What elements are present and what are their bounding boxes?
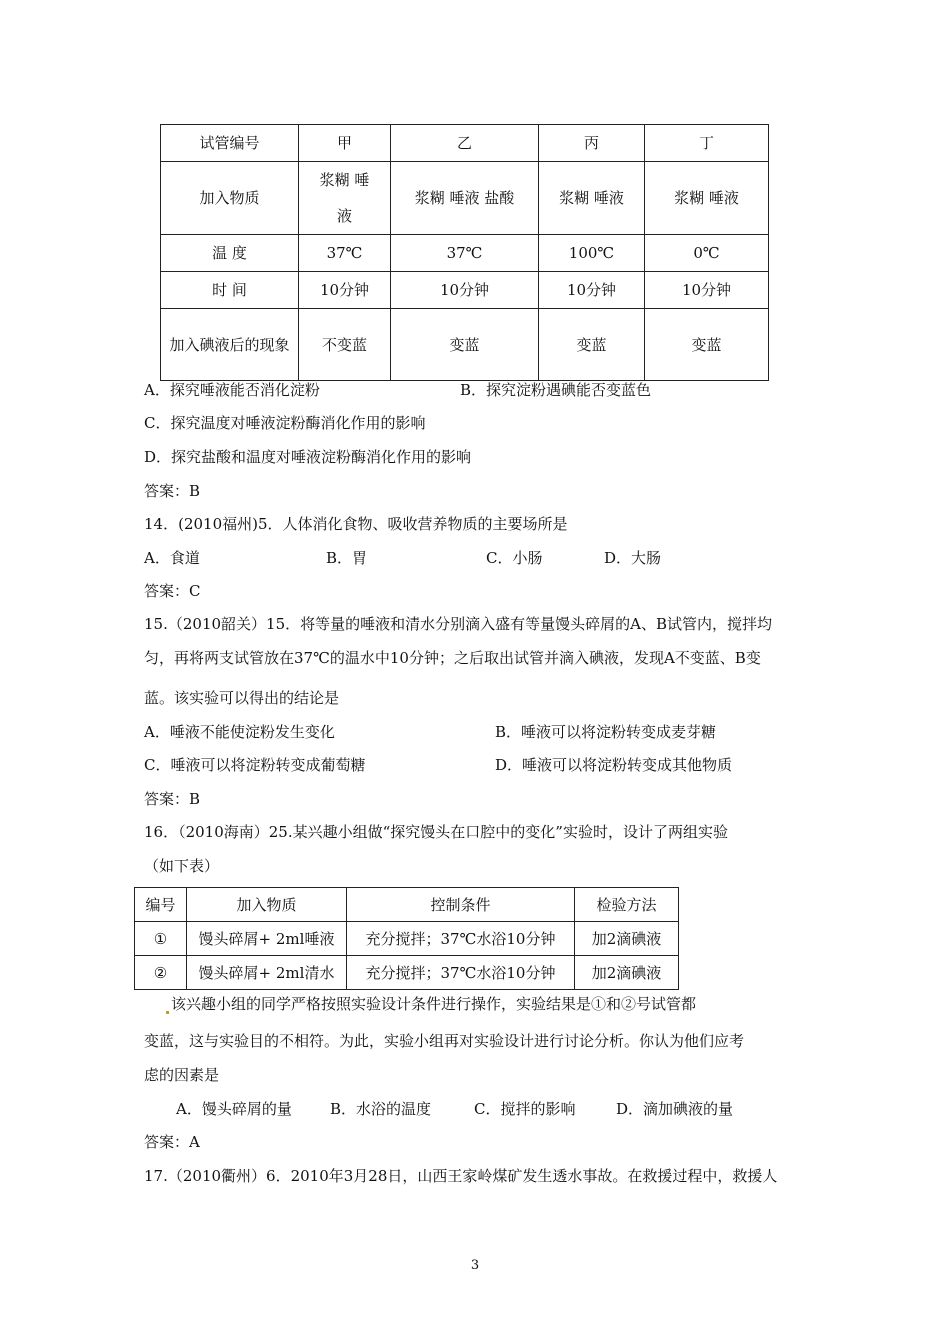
q16-body-line-1-wrap: [166, 993, 696, 1014]
table-cell: 变蓝: [391, 309, 539, 381]
table-cell: 充分搅拌；37℃水浴10分钟: [347, 922, 575, 956]
table-header-row: [135, 888, 679, 922]
table-cell: 不变蓝: [299, 309, 391, 381]
q16-option-c: C．搅拌的影响: [474, 1100, 576, 1118]
table-row: [161, 162, 769, 235]
q16-option-a: A．馒头碎屑的量: [176, 1100, 292, 1118]
table-header-cell: 乙: [391, 125, 539, 162]
q13-option-a: A．探究唾液能否消化淀粉: [144, 381, 320, 399]
q16-body-line-3: 虑的因素是: [144, 1066, 220, 1084]
table-cell: 浆糊 唾液: [539, 162, 645, 235]
table-cell: 10分钟: [539, 272, 645, 309]
table-header-cell: 编号: [135, 888, 187, 922]
table-row: [161, 272, 769, 309]
table-cell: ②: [135, 956, 187, 990]
table-cell: 馒头碎屑+ 2ml清水: [187, 956, 347, 990]
table-cell: 0℃: [645, 235, 769, 272]
q13-option-c: C．探究温度对唾液淀粉酶消化作用的影响: [144, 414, 426, 432]
table-header-cell: 检验方法: [575, 888, 679, 922]
q15-stem-line-1: 15.（2010韶关）15．将等量的唾液和清水分别滴入盛有等量馒头碎屑的A、B试管内，搅拌均: [144, 615, 772, 633]
table-cell: 10分钟: [645, 272, 769, 309]
table-row: [161, 235, 769, 272]
table-cell: 浆糊 唾液: [645, 162, 769, 235]
table-cell: 100℃: [539, 235, 645, 272]
table-cell: 馒头碎屑+ 2ml唾液: [187, 922, 347, 956]
row-label: 加入物质: [161, 162, 299, 235]
table-cell: 37℃: [299, 235, 391, 272]
experiment-table-2: [134, 887, 679, 990]
q14-option-d: D．大肠: [604, 549, 662, 567]
table-header-cell: 控制条件: [347, 888, 575, 922]
table-cell: 充分搅拌；37℃水浴10分钟: [347, 956, 575, 990]
row-label: 温 度: [161, 235, 299, 272]
q14-stem: 14．(2010福州)5．人体消化食物、吸收营养物质的主要场所是: [144, 515, 568, 533]
q14-option-c: C．小肠: [486, 549, 543, 567]
table-cell: 加2滴碘液: [575, 956, 679, 990]
table-cell: 加2滴碘液: [575, 922, 679, 956]
q17-stem-line-1: 17.（2010衢州）6．2010年3月28日，山西王家岭煤矿发生透水事故。在救援过程中，救援人: [144, 1167, 778, 1185]
table-cell: 变蓝: [645, 309, 769, 381]
table-header-cell: 甲: [299, 125, 391, 162]
table-cell: ①: [135, 922, 187, 956]
q15-option-a: A．唾液不能使淀粉发生变化: [144, 723, 335, 741]
table-cell: 浆糊 唾液 盐酸: [391, 162, 539, 235]
q13-option-d: D．探究盐酸和温度对唾液淀粉酶消化作用的影响: [144, 448, 472, 466]
table-cell: 10分钟: [391, 272, 539, 309]
q16-body-line-2: 变蓝，这与实验目的不相符。为此，实验小组再对实验设计进行讨论分析。你认为他们应考: [144, 1032, 745, 1050]
q16-option-d: D．滴加碘液的量: [616, 1100, 734, 1118]
table-row: [135, 922, 679, 956]
q14-option-b: B．胃: [326, 549, 368, 567]
q15-stem-line-2: 匀，再将两支试管放在37℃的温水中10分钟；之后取出试管并滴入碘液，发现A不变蓝、B变: [144, 649, 761, 667]
table-cell: 37℃: [391, 235, 539, 272]
q16-option-b: B．水浴的温度: [330, 1100, 432, 1118]
table-header-cell: 丁: [645, 125, 769, 162]
q14-answer: 答案：C: [144, 582, 201, 600]
table-header-cell: 丙: [539, 125, 645, 162]
q15-option-d: D．唾液可以将淀粉转变成其他物质: [495, 756, 733, 774]
q16-answer: 答案：A: [144, 1133, 200, 1151]
table-cell: 10分钟: [299, 272, 391, 309]
q16-body-line-1: 该兴趣小组的同学严格按照实验设计条件进行操作，实验结果是①和②号试管都: [171, 995, 697, 1013]
q15-answer: 答案：B: [144, 790, 201, 808]
table-cell: 变蓝: [539, 309, 645, 381]
q13-option-b: B．探究淀粉遇碘能否变蓝色: [460, 381, 652, 399]
row-label: 加入碘液后的现象: [161, 309, 299, 381]
table-cell: 浆糊 唾液: [299, 162, 391, 235]
q13-answer: 答案：B: [144, 482, 201, 500]
q16-stem-line-1: 16．（2010海南）25.某兴趣小组做“探究馒头在口腔中的变化”实验时，设计了两组实验: [144, 823, 728, 841]
page-number: 3: [470, 1258, 480, 1273]
table-header-cell: 试管编号: [161, 125, 299, 162]
table-header-row: [161, 125, 769, 162]
q16-stem-line-2: （如下表）: [144, 857, 220, 875]
table-row: [161, 309, 769, 381]
experiment-table-1: [160, 124, 769, 381]
q15-option-c: C．唾液可以将淀粉转变成葡萄糖: [144, 756, 366, 774]
q15-option-b: B．唾液可以将淀粉转变成麦芽糖: [495, 723, 717, 741]
row-label: 时 间: [161, 272, 299, 309]
table-header-cell: 加入物质: [187, 888, 347, 922]
q15-stem-line-3: 蓝。该实验可以得出的结论是: [144, 689, 340, 707]
edit-mark-icon: [166, 1011, 169, 1014]
q14-option-a: A．食道: [144, 549, 200, 567]
table-row: [135, 956, 679, 990]
